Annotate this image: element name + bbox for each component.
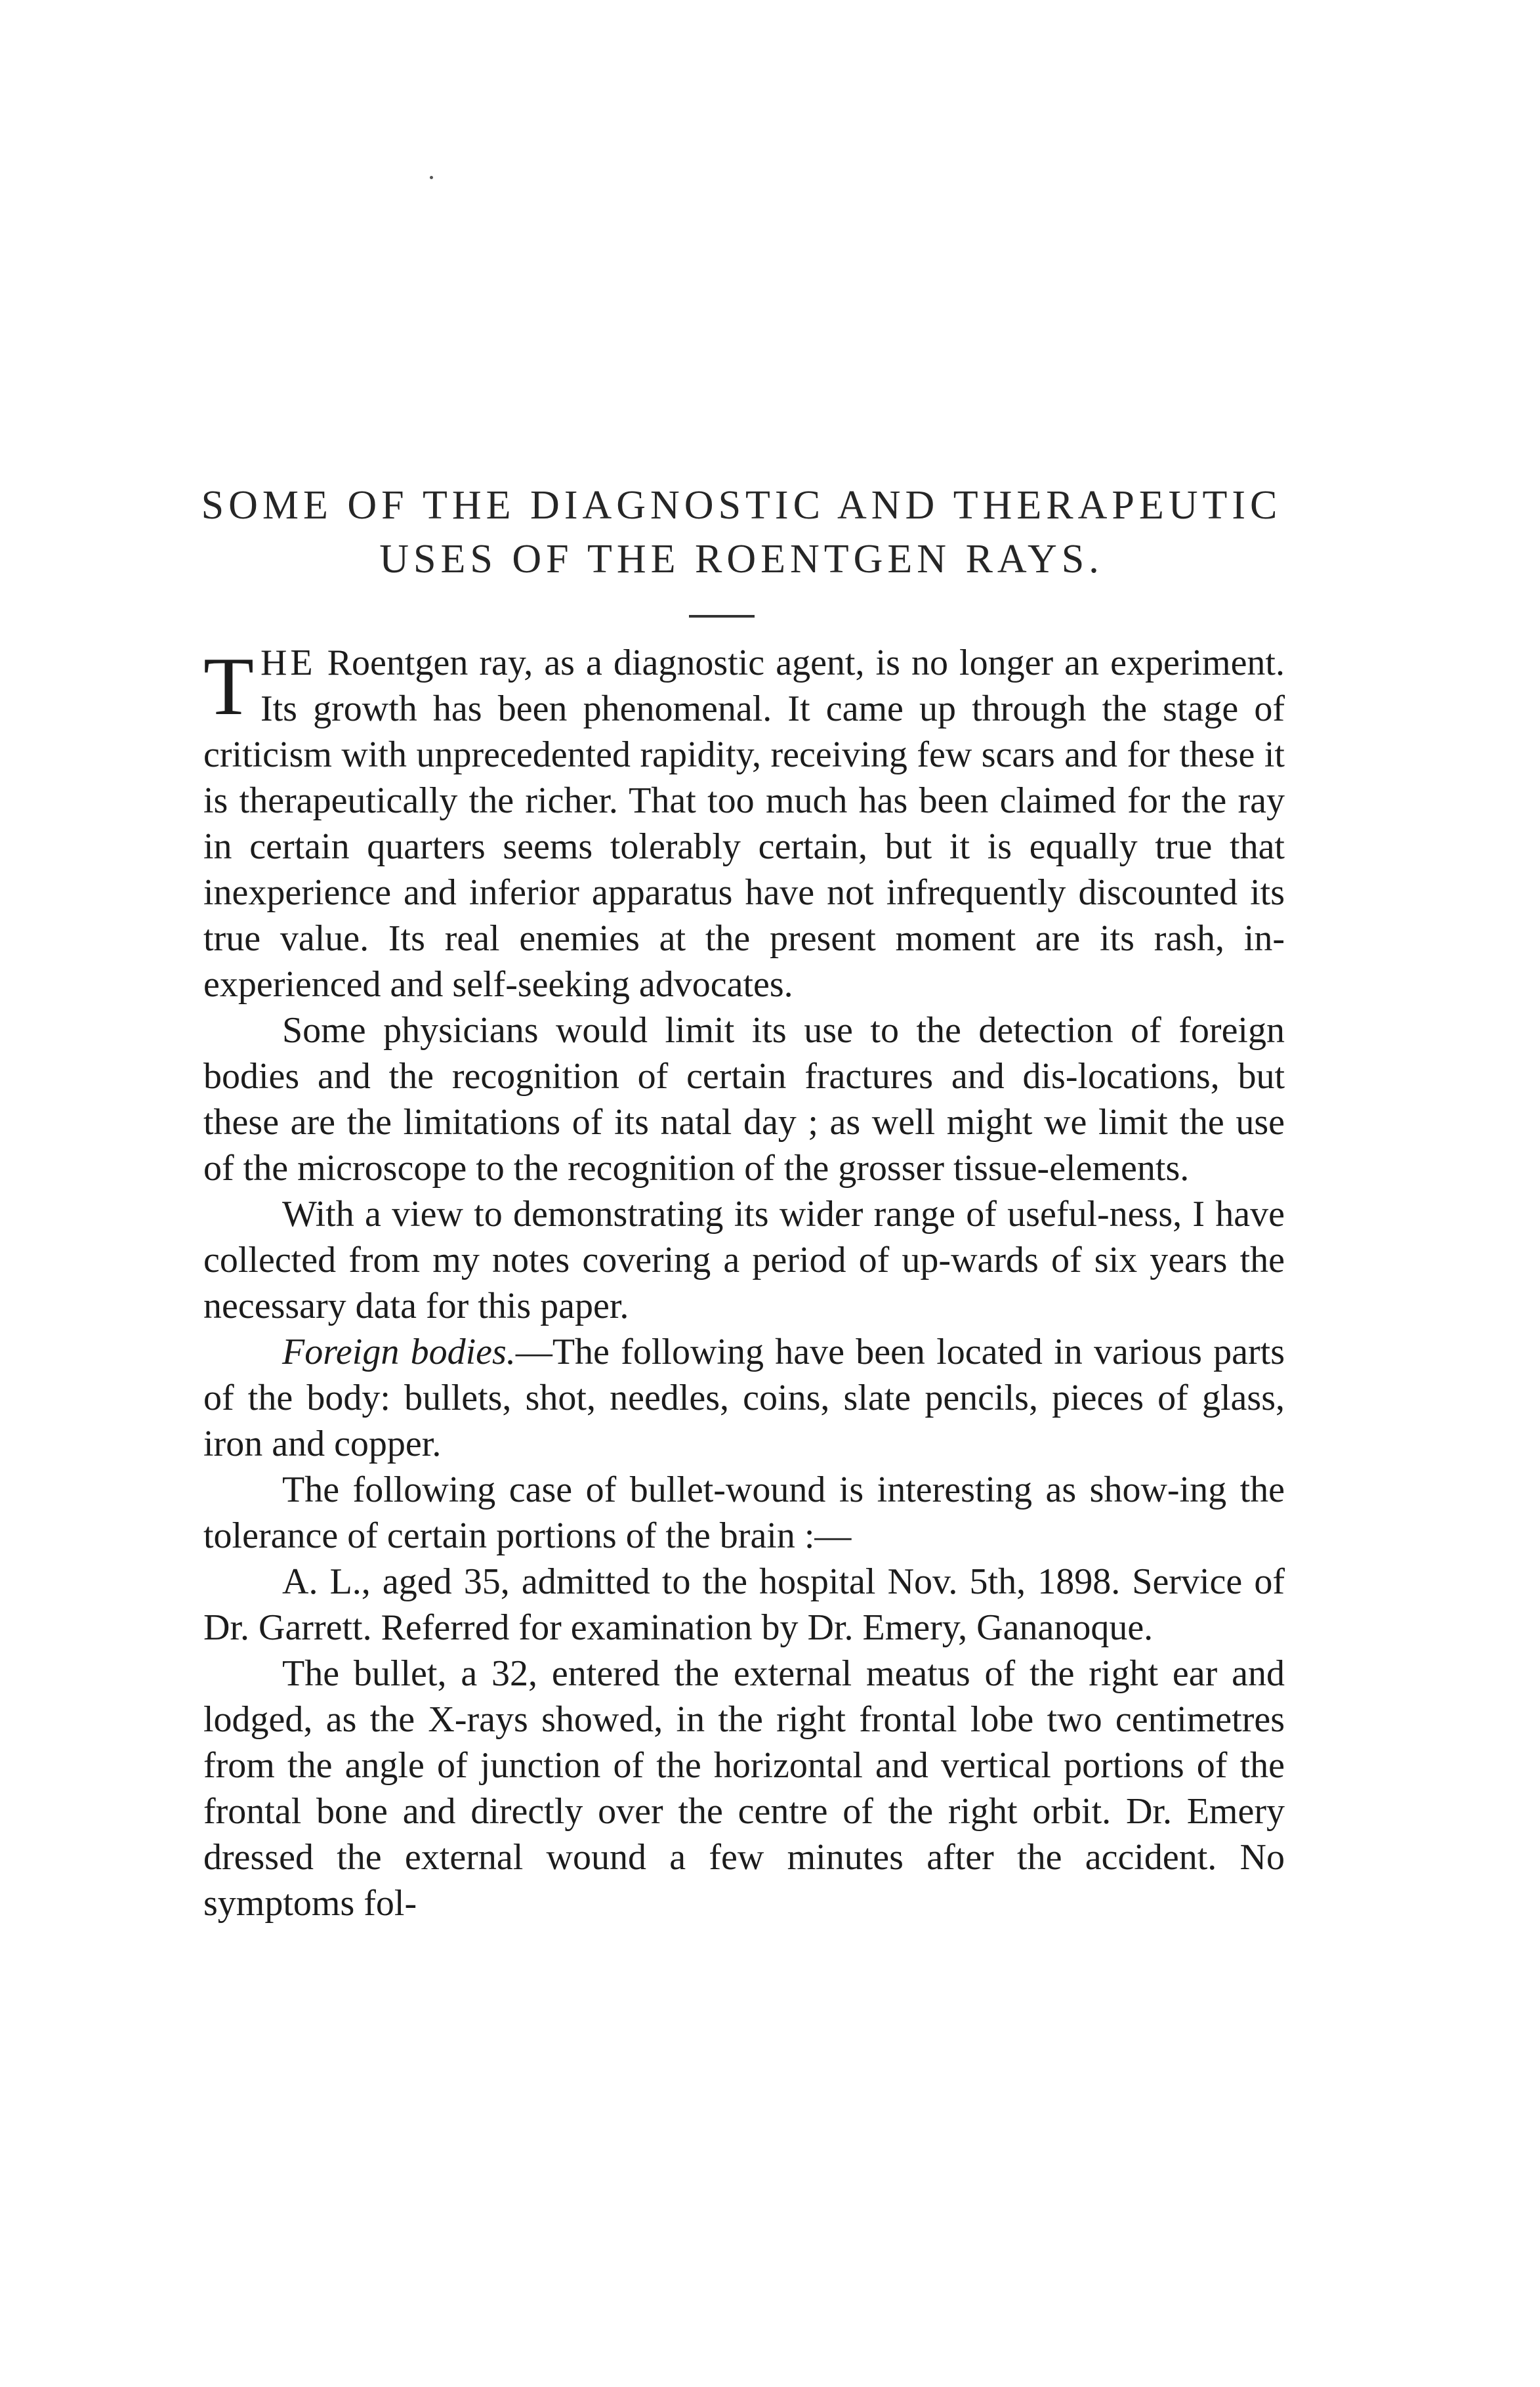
article-title-line-1: SOME OF THE DIAGNOSTIC AND THERAPEUTIC (201, 483, 1282, 528)
article-body (203, 640, 1285, 1926)
paragraph-4 (203, 1329, 1285, 1467)
article-title-line-2: USES OF THE ROENTGEN RAYS. (379, 537, 1104, 581)
paragraph-4-text: —The following have been located in various parts of the body: bullets, shot, needles, coins, slate pencils, pieces of glass, iron and copper. (203, 1332, 1285, 1464)
paragraph-5: The following case of bullet-wound is interesting as show-ing the tolerance of certain portions of the brain :— (203, 1469, 1285, 1556)
paragraph-1 (203, 640, 1285, 1007)
section-heading-foreign-bodies: Foreign bodies. (282, 1332, 516, 1372)
opening-caps: HE (260, 643, 316, 683)
title-divider (689, 615, 755, 618)
paragraph-6: A. L., aged 35, admitted to the hospital Nov. 5th, 1898. Service of Dr. Garrett. Referred for examination by Dr. Emery, Gananoque. (203, 1561, 1285, 1648)
paragraph-7: The bullet, a 32, entered the external meatus of the right ear and lodged, as the X-rays showed, in the right frontal lobe two centimetres from the angle of junction of the horizontal and vertical portions of the frontal bone and directly over the centre of the right orbit. Dr. Emery dressed the external wound a few minutes after the accident. No symptoms fol- (203, 1653, 1285, 1924)
paragraph-3: With a view to demonstrating its wider range of useful-ness, I have collected from my notes covering a period of up-wards of six years the necessary data for this paper. (203, 1194, 1285, 1326)
paragraph-1-text: Roentgen ray, as a diagnostic agent, is no longer an experiment. Its growth has been phenomenal. It came up through the stage of criticism with unprecedented rapidity, receiving few scars and for these it is therapeutically the richer. That too much has been claimed for the ray in certain quarters seems tolerably certain, but it is equally true that inexperience and inferior apparatus have not infrequently discounted its true value. Its real enemies at the present moment are its rash, in-experienced and self-seeking advocates. (203, 643, 1285, 1005)
drop-cap: T (203, 641, 254, 732)
paragraph-2: Some physicians would limit its use to the detection of foreign bodies and the recognition of certain fractures and dis-locations, but these are the limitations of its natal day ; as well might we limit the use of the microscope to the recognition of the grosser tissue-elements. (203, 1010, 1285, 1189)
ink-speck (430, 176, 433, 179)
